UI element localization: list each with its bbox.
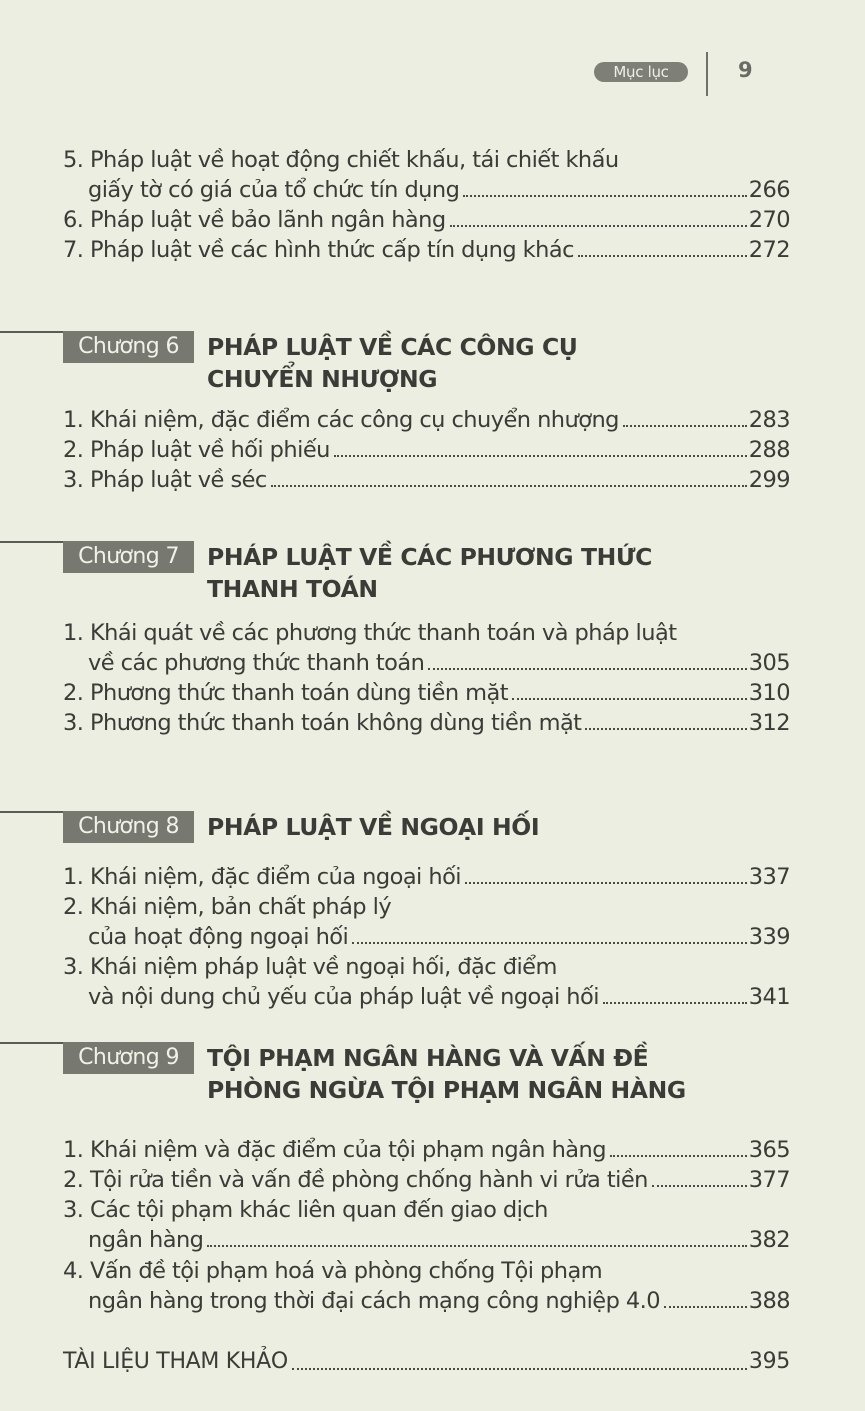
leader-dots [603, 1002, 747, 1004]
leader-dots [465, 882, 747, 884]
leader-dots [334, 455, 747, 457]
leader-dots [463, 195, 746, 197]
chapter-title[interactable]: PHÁP LUẬT VỀ CÁC CÔNG CỤ CHUYỂN NHƯỢNG [207, 333, 578, 393]
leader-dots [623, 425, 747, 427]
toc-entry-line: 3. Khái niệm pháp luật về ngoại hối, đặc điểm [63, 954, 557, 980]
chapter-rule [0, 541, 63, 543]
toc-page-number: 365 [748, 1137, 790, 1163]
toc-page-number: 312 [748, 710, 790, 736]
toc-page-number: 310 [748, 680, 790, 706]
toc-page-number: 283 [748, 407, 790, 433]
leader-dots [585, 728, 746, 730]
header-divider [706, 52, 708, 96]
toc-entry[interactable]: 2. Pháp luật về hối phiếu 288 [63, 437, 790, 463]
toc-entry[interactable]: 1. Khái niệm, đặc điểm các công cụ chuyển nhượng 283 [63, 407, 790, 433]
chapter-rule [0, 811, 63, 813]
toc-entry[interactable]: ngân hàng trong thời đại cách mạng công nghiệp 4.0 388 [88, 1288, 790, 1314]
leader-dots [512, 698, 747, 700]
toc-entry[interactable]: 1. Khái niệm, đặc điểm của ngoại hối 337 [63, 864, 790, 890]
toc-page-number: 270 [748, 207, 790, 233]
chapter-rule [0, 1042, 63, 1044]
toc-page-number: 395 [748, 1349, 790, 1374]
leader-dots [578, 255, 747, 257]
chapter-badge: Chương 6 [63, 331, 194, 363]
toc-entry[interactable]: 7. Pháp luật về các hình thức cấp tín dụng khác 272 [63, 237, 790, 263]
toc-entry[interactable]: và nội dung chủ yếu của pháp luật về ngoại hối 341 [88, 984, 790, 1010]
toc-entry-line: 3. Các tội phạm khác liên quan đến giao dịch [63, 1197, 548, 1223]
leader-dots [428, 668, 746, 670]
toc-entry[interactable]: 6. Pháp luật về bảo lãnh ngân hàng 270 [63, 207, 790, 233]
leader-dots [207, 1245, 746, 1247]
toc-page-number: 288 [748, 437, 790, 463]
toc-entry[interactable]: 3. Phương thức thanh toán không dùng tiền mặt 312 [63, 710, 790, 736]
toc-page-number: 337 [748, 864, 790, 890]
toc-entry[interactable]: giấy tờ có giá của tổ chức tín dụng 266 [88, 177, 790, 203]
chapter-title[interactable]: PHÁP LUẬT VỀ NGOẠI HỐI [207, 813, 540, 841]
toc-entry[interactable]: 3. Pháp luật về séc 299 [63, 467, 790, 493]
chapter-title[interactable]: PHÁP LUẬT VỀ CÁC PHƯƠNG THỨC THANH TOÁN [207, 543, 652, 603]
toc-page-number: 272 [748, 237, 790, 263]
toc-entry-line: 5. Pháp luật về hoạt động chiết khấu, tái chiết khấu [63, 147, 619, 173]
toc-entry[interactable]: của hoạt động ngoại hối 339 [88, 924, 790, 950]
toc-entry[interactable]: 2. Phương thức thanh toán dùng tiền mặt 310 [63, 680, 790, 706]
toc-page-number: 382 [748, 1227, 790, 1253]
leader-dots [271, 485, 747, 487]
toc-page-number: 299 [748, 467, 790, 493]
chapter-badge: Chương 7 [63, 541, 194, 573]
leader-dots [664, 1306, 747, 1308]
toc-page-number: 339 [748, 924, 790, 950]
leader-dots [292, 1368, 747, 1370]
toc-page-number: 305 [748, 650, 790, 676]
leader-dots [610, 1155, 747, 1157]
leader-dots [352, 942, 746, 944]
toc-entry-line: 1. Khái quát về các phương thức thanh toán và pháp luật [63, 620, 677, 646]
toc-entry[interactable]: về các phương thức thanh toán 305 [88, 650, 790, 676]
toc-entry-line: 4. Vấn đề tội phạm hoá và phòng chống Tội phạm [63, 1258, 603, 1284]
chapter-rule [0, 331, 63, 333]
chapter-badge: Chương 8 [63, 811, 194, 843]
toc-entry[interactable]: ngân hàng 382 [88, 1227, 790, 1253]
toc-entry[interactable]: 1. Khái niệm và đặc điểm của tội phạm ngân hàng 365 [63, 1137, 790, 1163]
leader-dots [450, 225, 747, 227]
page-number: 9 [738, 58, 753, 82]
toc-entry-line: 2. Khái niệm, bản chất pháp lý [63, 894, 392, 920]
toc-page-number: 388 [748, 1288, 790, 1314]
chapter-badge: Chương 9 [63, 1042, 194, 1074]
toc-page-number: 341 [748, 984, 790, 1010]
section-label-pill: Mục lục [594, 62, 688, 82]
references-entry[interactable]: TÀI LIỆU THAM KHẢO 395 [63, 1346, 790, 1378]
toc-entry[interactable]: 2. Tội rửa tiền và vấn đề phòng chống hành vi rửa tiền 377 [63, 1167, 790, 1193]
toc-page-number: 266 [748, 177, 790, 203]
leader-dots [652, 1185, 747, 1187]
chapter-title[interactable]: TỘI PHẠM NGÂN HÀNG VÀ VẤN ĐỀ PHÒNG NGỪA TỘI PHẠM NGÂN HÀNG [207, 1044, 686, 1104]
toc-page-number: 377 [748, 1167, 790, 1193]
